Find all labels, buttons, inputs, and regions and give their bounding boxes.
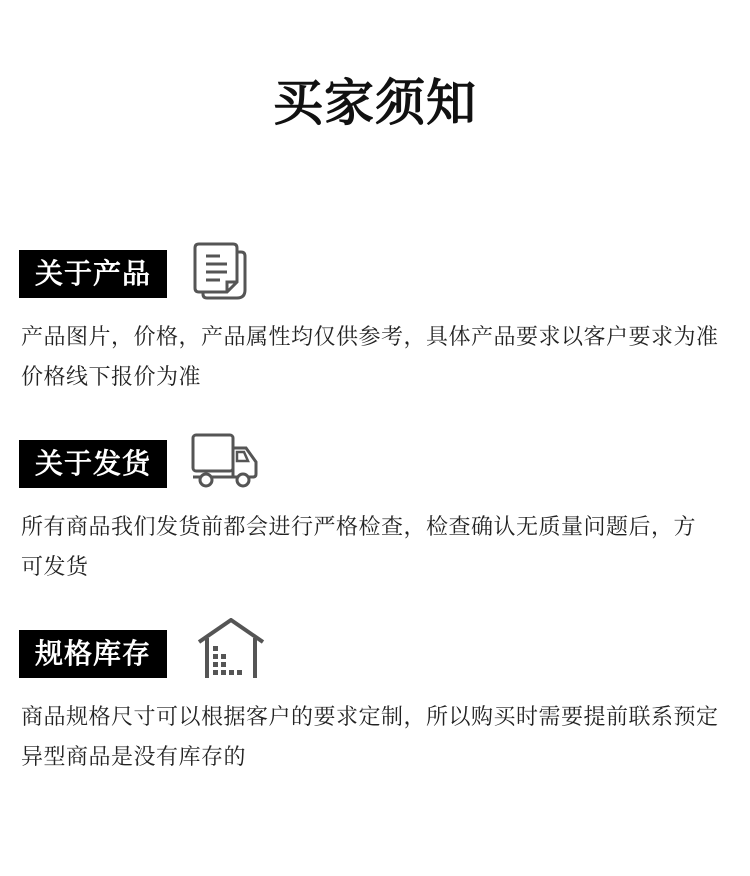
warehouse-icon (195, 618, 267, 684)
section-text-stock: 商品规格尺寸可以根据客户的要求定制，所以购买时需要提前联系预定 异型商品是没有库存的 (21, 705, 719, 770)
page-title: 买家须知 (273, 74, 477, 132)
truck-icon (190, 432, 260, 494)
section-text-shipping: 所有商品我们发货前都会进行严格检查，检查确认无质量问题后，方 可发货 (21, 515, 697, 580)
section-label-shipping: 关于发货 (19, 440, 167, 488)
section-label-product: 关于产品 (19, 250, 167, 298)
section-label-stock: 规格库存 (19, 630, 167, 678)
section-text-product: 产品图片，价格，产品属性均仅供参考，具体产品要求以客户要求为准 价格线下报价为准 (21, 325, 719, 390)
document-icon (191, 242, 251, 308)
